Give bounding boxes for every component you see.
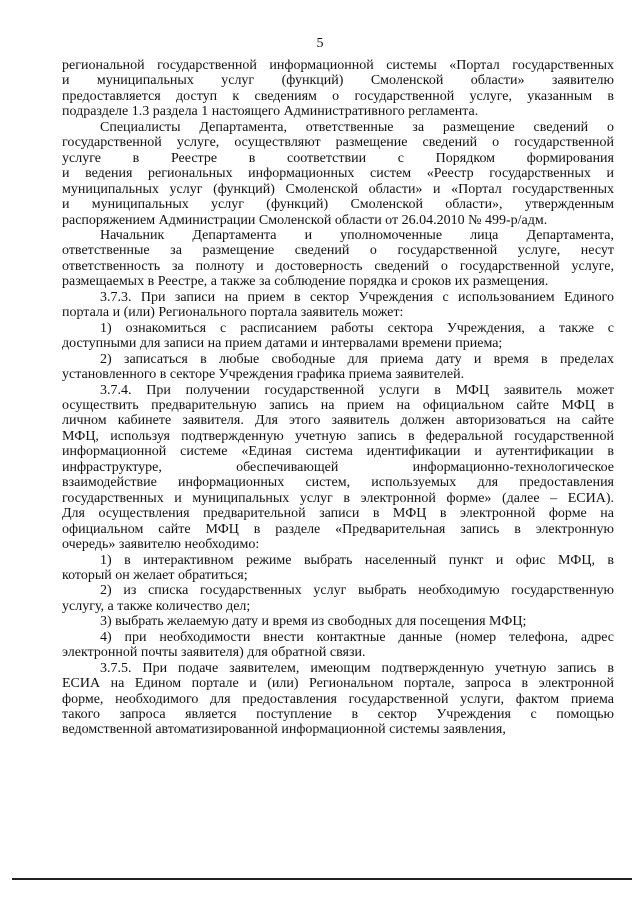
paragraph-line: услуге в Реестре в соответствии с Порядком формирования: [62, 150, 614, 166]
paragraph-line: государственной услуге, осуществляют размещение сведений о государственной: [62, 135, 614, 151]
paragraph-line: и муниципальных услуг (функций) Смоленской области», утвержденным: [62, 197, 614, 213]
paragraph-line: 1) ознакомиться с расписанием работы сектора Учреждения, а также с: [100, 320, 614, 336]
paragraph-line: региональной государственной информационной системы «Портал государственных: [62, 58, 614, 73]
paragraph-line: портала и (или) Регионального портала заявитель может:: [62, 305, 404, 321]
paragraph-line: 2) из списка государственных услуг выбрать необходимую государственную: [100, 583, 614, 599]
paragraph-line: размещаемых в Реестре, а также за соблюдение порядка и сроков их размещения.: [62, 274, 549, 290]
paragraph-line: 3.7.3. При записи на прием в сектор Учреждения с использованием Единого: [100, 289, 614, 305]
paragraph-line: доступными для записи на прием датами и интервалами времени приема;: [62, 336, 503, 352]
paragraph-line: личном кабинете заявителя. Для этого заявитель должен авторизоваться на сайте: [62, 413, 614, 429]
paragraph-line: распоряжением Администрации Смоленской области от 26.04.2010 № 499-р/адм.: [62, 212, 548, 228]
paragraph-line: официальном сайте МФЦ в разделе «Предварительная запись в электронную: [62, 521, 614, 537]
paragraph-line: Для осуществления предварительной записи в МФЦ в электронной форме на: [62, 506, 614, 522]
paragraph-line: 2) записаться в любые свободные для приема дату и время в пределах: [100, 351, 614, 367]
paragraph-line: 3.7.5. При подаче заявителем, имеющим подтвержденную учетную запись в: [100, 660, 614, 676]
paragraph-line: муниципальных услуг (функций) Смоленской области» и «Портал государственных: [62, 181, 614, 197]
paragraph-line: ответственные за размещение сведений о государственной услуге, несут: [62, 243, 614, 259]
paragraph-line: 1) в интерактивном режиме выбрать населенный пункт и офис МФЦ, в: [100, 552, 614, 568]
paragraph-line: осуществить предварительную запись на прием на официальном сайте МФЦ в: [62, 397, 614, 413]
paragraph-line: и муниципальных услуг (функций) Смоленской области» заявителю: [62, 73, 614, 89]
paragraph-line: и ведения региональных информационных систем «Реестр государственных и: [62, 166, 614, 182]
paragraph-line: который он желает обратиться;: [62, 567, 248, 583]
paragraph-line: Начальник Департамента и уполномоченные лица Департамента,: [100, 227, 614, 243]
paragraph-line: очередь» заявителю необходимо:: [62, 537, 260, 553]
paragraph-line: предоставляется доступ к сведениям о государственной услуге, указанным в: [62, 88, 614, 104]
paragraph-line: 4) при необходимости внести контактные данные (номер телефона, адрес: [100, 629, 614, 645]
paragraph-line: государственных и муниципальных услуг в электронной форме» (далее – ЕСИА).: [62, 490, 614, 506]
paragraph-line: взаимодействие информационных систем, используемых для предоставления: [62, 475, 614, 491]
paragraph-line: инфраструктуре, обеспечивающей информационно-технологическое: [62, 459, 614, 475]
paragraph-line: электронной почты заявителя) для обратной связи.: [62, 645, 366, 661]
paragraph-line: ведомственной автоматизированной информационной системы заявления,: [62, 722, 506, 738]
paragraph-line: услугу, а также количество дел;: [62, 598, 251, 614]
paragraph-line: 3.7.4. При получении государственной услуги в МФЦ заявитель может: [100, 382, 614, 398]
paragraph-line: подразделе 1.3 раздела 1 настоящего Административного регламента.: [62, 104, 479, 120]
document-body: [62, 58, 614, 738]
footer-divider: [12, 878, 632, 880]
paragraph-line: ответственность за полноту и достоверность сведений о государственной услуге,: [62, 258, 614, 274]
paragraph-line: Специалисты Департамента, ответственные за размещение сведений о: [100, 119, 614, 135]
paragraph-line: 3) выбрать желаемую дату и время из свободных для посещения МФЦ;: [100, 614, 527, 630]
paragraph-line: форме, необходимого для предоставления государственной услуги, фактом приема: [62, 691, 614, 707]
paragraph-line: ЕСИА на Едином портале и (или) Региональном портале, запроса в электронной: [62, 676, 614, 692]
paragraph-line: такого запроса является поступление в сектор Учреждения с помощью: [62, 707, 614, 723]
page-number: 5: [316, 36, 324, 51]
paragraph-line: МФЦ, используя подтвержденную учетную запись в федеральной государственной: [62, 428, 614, 444]
paragraph-line: информационной системе «Единая система идентификации и аутентификации в: [62, 444, 614, 460]
paragraph-line: установленного в секторе Учреждения графика приема заявителей.: [62, 367, 465, 383]
